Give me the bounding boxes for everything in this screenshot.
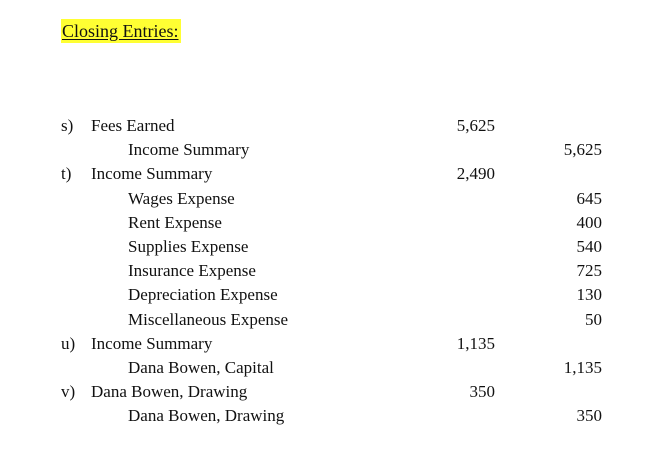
entry-letter: u) — [61, 333, 76, 353]
journal-row — [0, 235, 659, 259]
debit-amount: 350 — [469, 382, 495, 402]
journal-row — [0, 138, 659, 162]
journal-entries — [0, 114, 659, 428]
journal-row — [0, 380, 659, 404]
entry-letter: v) — [61, 382, 76, 402]
account-name: Rent Expense — [128, 212, 222, 232]
account-name: Miscellaneous Expense — [128, 309, 289, 329]
journal-row — [0, 332, 659, 356]
journal-row — [0, 187, 659, 211]
account-name: Wages Expense — [128, 188, 235, 208]
account-name: Depreciation Expense — [128, 285, 278, 305]
account-name: Supplies Expense — [128, 236, 249, 256]
entry-letter: t) — [61, 164, 72, 184]
account-name: Fees Earned — [91, 116, 175, 135]
account-name: Dana Bowen, Drawing — [128, 406, 285, 426]
journal-row — [0, 283, 659, 307]
credit-amount: 350 — [576, 406, 602, 426]
account-name: Dana Bowen, Capital — [128, 357, 274, 377]
journal-row — [0, 211, 659, 235]
debit-amount: 5,625 — [456, 116, 495, 135]
credit-amount: 540 — [576, 236, 602, 256]
credit-amount: 50 — [585, 309, 602, 329]
debit-amount: 1,135 — [456, 333, 495, 353]
credit-amount: 130 — [576, 285, 602, 305]
journal-row — [0, 162, 659, 186]
account-name: Insurance Expense — [128, 261, 256, 281]
journal-row — [0, 259, 659, 283]
entry-letter: s) — [61, 116, 74, 135]
journal-row — [0, 114, 659, 138]
account-name: Dana Bowen, Drawing — [91, 382, 248, 402]
journal-row — [0, 356, 659, 380]
debit-amount: 2,490 — [456, 164, 495, 184]
credit-amount: 400 — [576, 212, 602, 232]
credit-amount: 5,625 — [563, 140, 602, 160]
credit-amount: 725 — [576, 261, 602, 281]
credit-amount: 1,135 — [563, 357, 602, 377]
closing-entries-heading: Closing Entries: — [62, 21, 179, 41]
credit-amount: 645 — [576, 188, 602, 208]
account-name: Income Summary — [91, 164, 213, 184]
account-name: Income Summary — [91, 333, 213, 353]
account-name: Income Summary — [128, 140, 250, 160]
journal-row — [0, 404, 659, 428]
journal-row — [0, 308, 659, 332]
